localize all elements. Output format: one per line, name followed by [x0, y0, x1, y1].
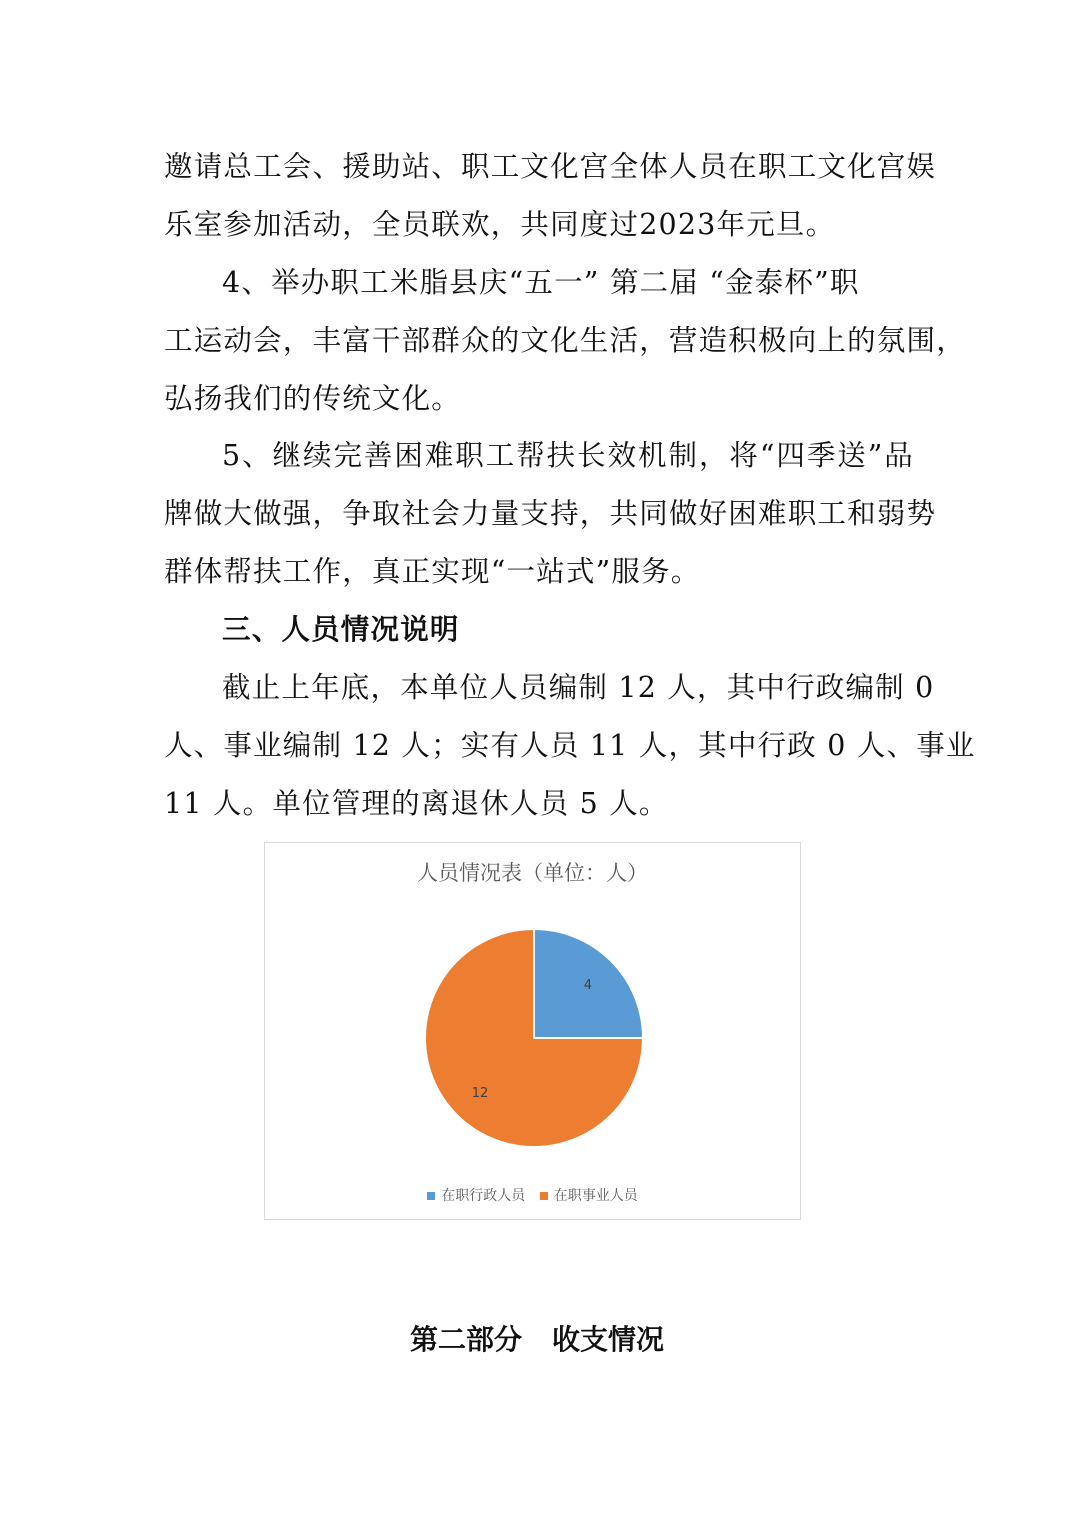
paragraph-line: 5、继续完善困难职工帮扶长效机制，将“四季送”品	[222, 439, 914, 472]
paragraph-line: 截止上年底，本单位人员编制 12 人，其中行政编制 0	[222, 671, 935, 704]
data-label: 4	[583, 978, 593, 994]
legend-swatch	[427, 1192, 435, 1200]
data-label: 12	[471, 1085, 489, 1101]
paragraph-line: 牌做大做强，争取社会力量支持，共同做好困难职工和弱势	[164, 497, 937, 530]
paragraph-line: 工运动会，丰富干部群众的文化生活，营造积极向上的氛围，	[164, 324, 966, 357]
chart-title: 人员情况表（单位：人）	[417, 861, 648, 885]
section-heading: 三、人员情况说明	[222, 613, 460, 646]
legend-swatch	[540, 1192, 548, 1200]
chart-legend	[265, 1185, 800, 1205]
paragraph-line: 邀请总工会、援助站、职工文化宫全体人员在职工文化宫娱	[164, 150, 937, 183]
paragraph-line: 乐室参加活动，全员联欢，共同度过2023年元旦。	[164, 208, 836, 241]
legend-item-admin	[427, 1185, 525, 1205]
part-name: 收支情况	[552, 1323, 665, 1356]
legend-item-institution	[540, 1185, 638, 1205]
paragraph-line: 群体帮扶工作，真正实现“一站式”服务。	[164, 555, 701, 588]
pie-chart	[264, 842, 801, 1220]
paragraph-line: 4、举办职工米脂县庆“五一” 第二届 “金泰杯”职	[222, 266, 860, 299]
legend-label: 在职事业人员	[553, 1188, 638, 1204]
legend-label: 在职行政人员	[441, 1188, 526, 1204]
part-number: 第二部分	[409, 1323, 522, 1356]
part-title	[0, 1320, 1074, 1360]
paragraph-line: 弘扬我们的传统文化。	[164, 382, 462, 415]
pie-chart-plot	[265, 843, 802, 1221]
paragraph-line: 11 人。单位管理的离退休人员 5 人。	[164, 787, 669, 820]
paragraph-line: 人、事业编制 12 人；实有人员 11 人，其中行政 0 人、事业	[164, 729, 976, 762]
